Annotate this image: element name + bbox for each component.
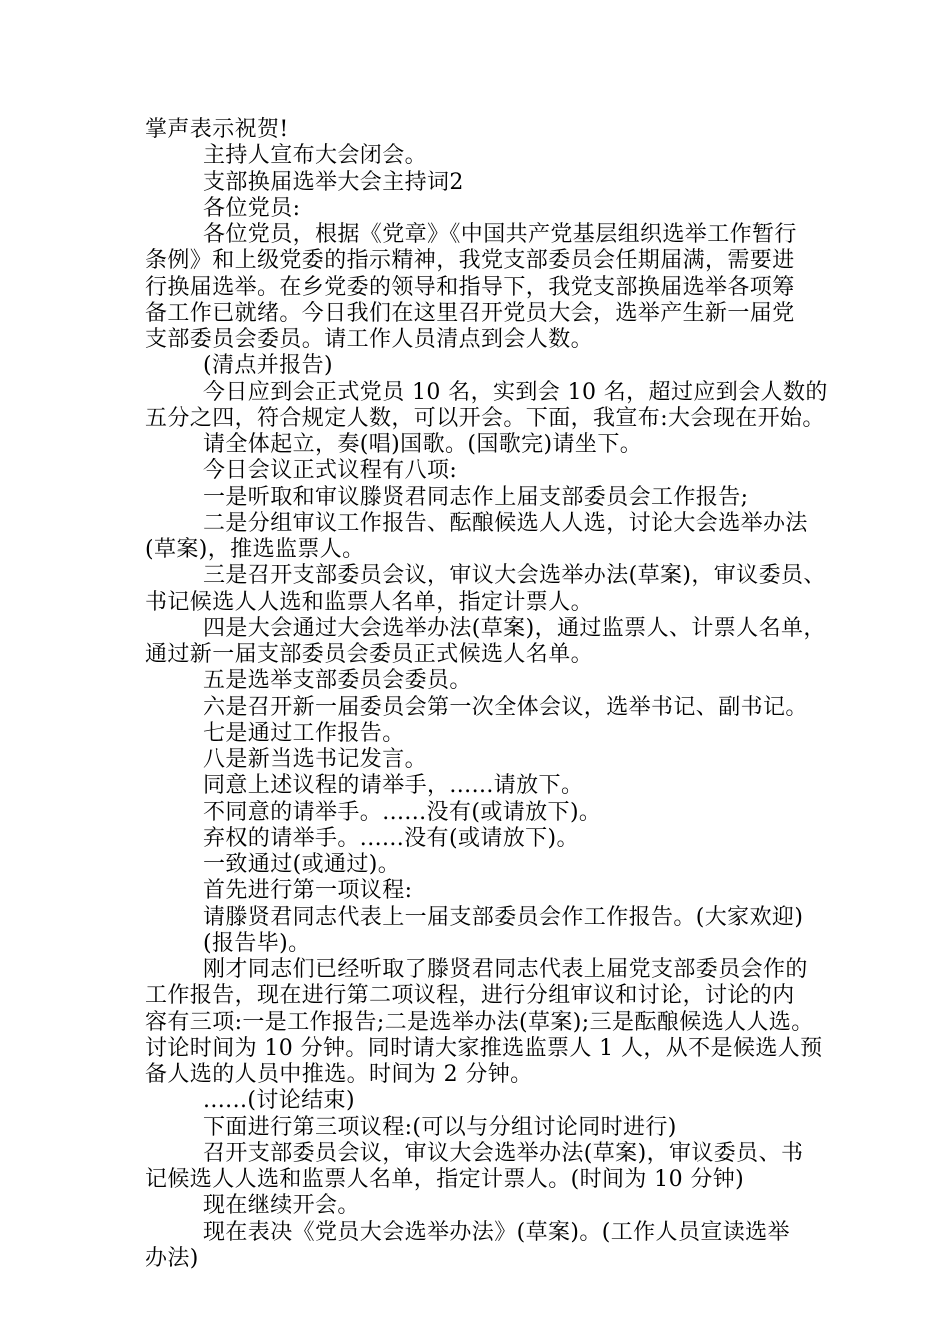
text-line: 召开支部委员会议，审议大会选举办法(草案)，审议委员、书: [203, 1140, 804, 1166]
text-line: 刚才同志们已经听取了滕贤君同志代表上届党支部委员会作的: [203, 957, 808, 982]
paragraph: [145, 117, 825, 143]
paragraph: [145, 170, 825, 196]
text-line: 八是新当选书记发言。: [203, 747, 428, 772]
paragraph: [145, 511, 825, 564]
text-line: 同意上述议程的请举手，......请放下。: [203, 773, 584, 799]
text-line: 今日应到会正式党员 10 名，实到会 10 名，超过应到会人数的: [203, 379, 828, 405]
text-line: 三是召开支部委员会议，审议大会选举办法(草案)，审议委员、: [203, 563, 826, 589]
paragraph: [145, 773, 825, 799]
text-line: 办法): [145, 1245, 199, 1271]
text-line: 条例》和上级党委的指示精神，我党支部委员会任期届满，需要进: [145, 248, 795, 274]
text-line: 一是听取和审议滕贤君同志作上届支部委员会工作报告;: [203, 484, 749, 510]
paragraph: [145, 852, 825, 878]
text-line: 今日会议正式议程有八项:: [203, 458, 458, 484]
paragraph: [145, 905, 825, 931]
paragraph: [145, 1088, 825, 1114]
paragraph: [145, 353, 825, 379]
text-line: 弃权的请举手。......没有(或请放下)。: [203, 825, 579, 851]
text-line: 一致通过(或通过)。: [203, 852, 401, 877]
text-line: 下面进行第三项议程:(可以与分组讨论同时进行): [203, 1114, 677, 1140]
paragraph: [145, 1141, 825, 1194]
text-line: 行换届选举。在乡党委的领导和指导下，我党支部换届选举各项筹: [145, 274, 795, 300]
text-line: (草案)，推选监票人。: [145, 537, 365, 562]
paragraph: [145, 931, 825, 957]
text-line: 讨论时间为 10 分钟。同时请大家推选监票人 1 人，从不是候选人预: [145, 1035, 823, 1061]
paragraph: [145, 196, 825, 222]
paragraph: [145, 616, 825, 669]
text-line: 各位党员:: [203, 195, 301, 221]
text-line: 支部换届选举大会主持词2: [203, 169, 464, 195]
text-line: 通过新一届支部委员会委员正式候选人名单。: [145, 642, 594, 667]
text-line: 备人选的人员中推选。时间为 2 分钟。: [145, 1062, 533, 1087]
text-line: 不同意的请举手。......没有(或请放下)。: [203, 799, 602, 825]
paragraph: [145, 1220, 825, 1273]
paragraph: [145, 458, 825, 484]
paragraph: [145, 485, 825, 511]
text-line: (报告毕)。: [203, 930, 311, 956]
text-line: 备工作已就绪。今日我们在这里召开党员大会，选举产生新一届党: [145, 300, 795, 326]
paragraph: [145, 379, 828, 433]
paragraph: [145, 143, 825, 169]
text-line: ......(讨论结束): [203, 1088, 355, 1114]
text-line: 六是召开新一届委员会第一次全体会议，选举书记、副书记。: [203, 694, 808, 720]
paragraph: [145, 695, 825, 721]
text-line: 主持人宣布大会闭会。: [203, 143, 428, 169]
text-line: 五分之四，符合规定人数，可以开会。下面，我宣布:大会现在开始。: [145, 405, 825, 431]
paragraph: [145, 1193, 825, 1219]
text-line: (清点并报告): [203, 353, 333, 379]
text-line: 容有三项:一是工作报告;二是选举办法(草案);三是酝酿候选人人选。: [145, 1009, 814, 1035]
text-line: 首先进行第一项议程:: [203, 878, 413, 904]
text-line: 书记候选人人选和监票人名单，指定计票人。: [145, 589, 594, 615]
paragraph: [145, 878, 825, 904]
text-line: 二是分组审议工作报告、酝酿候选人人选，讨论大会选举办法: [203, 510, 808, 536]
text-line: 记候选人人选和监票人名单，指定计票人。(时间为 10 分钟): [145, 1167, 745, 1192]
paragraph: [145, 563, 825, 616]
text-line: 请滕贤君同志代表上一届支部委员会作工作报告。(大家欢迎): [203, 904, 804, 930]
paragraph: [145, 721, 825, 747]
paragraph: [145, 826, 825, 852]
text-line: 各位党员，根据《党章》《中国共产党基层组织选举工作暂行: [203, 222, 797, 247]
text-line: 掌声表示祝贺!: [145, 117, 289, 142]
paragraph: [145, 222, 825, 353]
document-page: [145, 117, 828, 1272]
text-line: 七是通过工作报告。: [203, 720, 405, 746]
paragraph: [145, 800, 825, 826]
text-line: 五是选举支部委员会委员。: [203, 668, 472, 694]
paragraph: [145, 747, 825, 773]
paragraph: [145, 668, 825, 694]
text-line: 四是大会通过大会选举办法(草案)，通过监票人、计票人名单，: [203, 615, 826, 641]
text-line: 现在继续开会。: [203, 1193, 360, 1219]
text-line: 请全体起立，奏(唱)国歌。(国歌完)请坐下。: [203, 432, 643, 457]
paragraph: [145, 432, 825, 458]
paragraph: [145, 957, 825, 1088]
text-line: 支部委员会委员。请工作人员清点到会人数。: [145, 327, 594, 352]
paragraph: [145, 1115, 825, 1141]
text-line: 工作报告，现在进行第二项议程，进行分组审议和讨论，讨论的内: [145, 983, 795, 1009]
text-line: 现在表决《党员大会选举办法》(草案)。(工作人员宣读选举: [203, 1219, 790, 1245]
